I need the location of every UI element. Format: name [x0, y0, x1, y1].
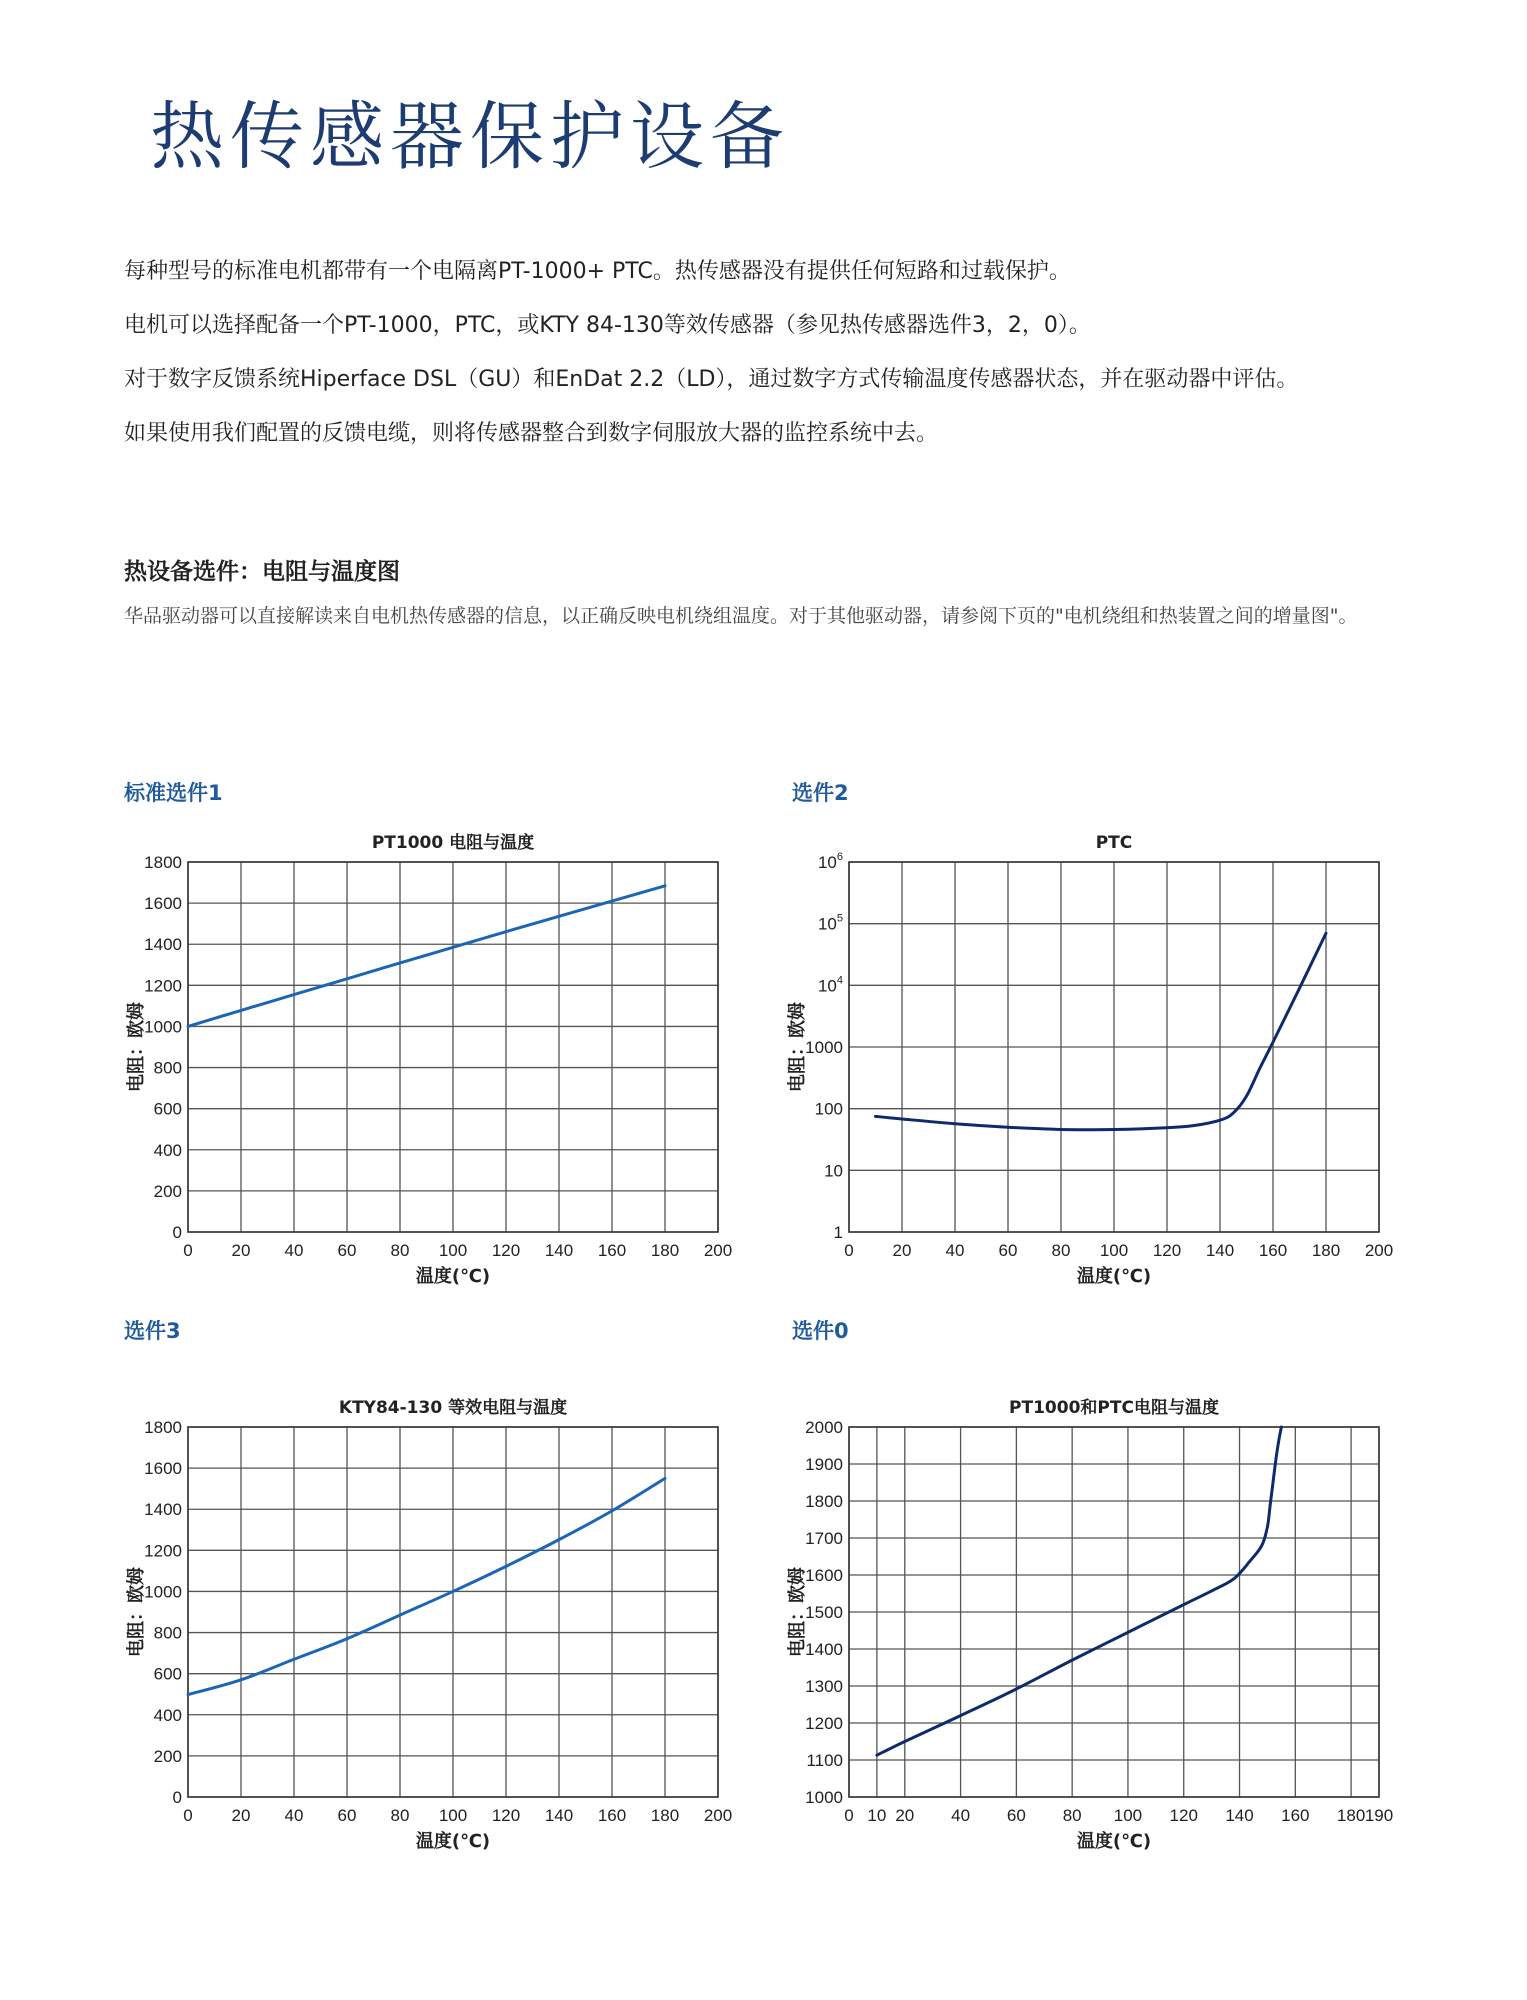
option-label-2: 选件2: [792, 781, 849, 805]
series-line: [188, 886, 665, 1027]
chart-pt1000: [124, 820, 754, 1290]
series-line: [188, 1478, 665, 1694]
chart-title: PTC: [1095, 833, 1133, 853]
x-tick-label: 140: [544, 1241, 574, 1260]
x-tick-label: 160: [1258, 1241, 1288, 1260]
x-axis-label: 温度(℃): [1076, 1266, 1152, 1287]
chart-title: PT1000 电阻与温度: [371, 833, 535, 853]
x-tick-label: 180: [650, 1241, 680, 1260]
y-tick-label: 1700: [805, 1529, 843, 1548]
x-tick-label: 190: [1364, 1806, 1394, 1825]
y-tick-label: 200: [153, 1181, 182, 1201]
x-axis-label: 温度(℃): [415, 1831, 491, 1852]
x-tick-label: 180: [1311, 1241, 1341, 1260]
y-tick-label: 2000: [805, 1418, 843, 1437]
x-tick-label: 160: [1281, 1806, 1310, 1825]
section-description: 华品驱动器可以直接解读来自电机热传感器的信息，以正确反映电机绕组温度。对于其他驱动器，请参阅下页的"电机绕组和热装置之间的增量图"。: [124, 605, 1358, 627]
intro-paragraph: 对于数字反馈系统Hiperface DSL（GU）和EnDat 2.2（LD），通过数字方式传输温度传感器状态，并在驱动器中评估。: [124, 367, 1299, 392]
y-axis-label: 电阻：欧姆: [126, 1567, 147, 1657]
y-tick-label: 1600: [144, 894, 182, 914]
y-tick-label: 1800: [144, 1418, 182, 1437]
option-label-3: 选件3: [124, 1319, 181, 1343]
x-tick-label: 120: [1169, 1806, 1198, 1825]
y-tick-label: 800: [153, 1623, 182, 1643]
y-tick-label: 400: [153, 1140, 182, 1160]
y-tick-label: $10^5$: [817, 912, 843, 934]
x-tick-label: 120: [491, 1241, 521, 1260]
x-tick-label: 120: [1152, 1241, 1182, 1260]
x-tick-label: 60: [337, 1806, 357, 1825]
y-tick-label: 200: [153, 1746, 182, 1766]
y-axis-label: 电阻：欧姆: [787, 1002, 808, 1092]
y-tick-label: 10: [824, 1161, 843, 1181]
intro-paragraph: 电机可以选择配备一个PT-1000，PTC，或KTY 84-130等效传感器（参见热传感器选件3，2，0）。: [124, 313, 1091, 338]
y-tick-label: 1400: [805, 1640, 843, 1659]
y-tick-label: 600: [153, 1664, 182, 1684]
y-tick-label: 1900: [805, 1455, 843, 1474]
x-tick-label: 20: [231, 1806, 251, 1825]
y-tick-label: 1000: [144, 1017, 182, 1037]
page-title: 热传感器保护设备: [150, 94, 790, 180]
y-tick-label: 1200: [805, 1714, 843, 1733]
y-tick-label: 400: [153, 1705, 182, 1725]
chart-title: KTY84-130 等效电阻与温度: [338, 1398, 568, 1418]
y-tick-label: 1000: [144, 1582, 182, 1602]
chart-ptc: [786, 820, 1416, 1290]
y-tick-label: 1600: [144, 1459, 182, 1479]
x-tick-label: 140: [1225, 1806, 1254, 1825]
x-tick-label: 20: [895, 1806, 915, 1825]
x-tick-label: 140: [544, 1806, 574, 1825]
x-tick-label: 0: [844, 1806, 854, 1825]
x-tick-label: 20: [892, 1241, 912, 1260]
y-tick-label: 1100: [806, 1751, 843, 1770]
option-label-0: 选件0: [792, 1319, 849, 1343]
chart-grid: [849, 862, 1379, 1232]
y-tick-label: 1300: [805, 1677, 843, 1696]
y-tick-label: 1600: [805, 1566, 843, 1585]
x-tick-label: 80: [390, 1241, 410, 1260]
x-tick-label: 100: [438, 1241, 468, 1260]
series-line: [876, 933, 1327, 1129]
x-tick-label: 40: [284, 1241, 304, 1260]
y-tick-label: 1400: [144, 935, 182, 955]
intro-paragraph: 每种型号的标准电机都带有一个电隔离PT-1000+ PTC。热传感器没有提供任何短路和过载保护。: [124, 259, 1071, 284]
y-tick-label: 1200: [144, 976, 182, 996]
x-tick-label: 20: [231, 1241, 251, 1260]
x-tick-label: 80: [1051, 1241, 1071, 1260]
x-tick-label: 0: [183, 1806, 193, 1825]
section-heading: 热设备选件：电阻与温度图: [124, 559, 400, 585]
y-tick-label: 600: [153, 1099, 182, 1119]
x-tick-label: 60: [337, 1241, 357, 1260]
x-tick-label: 100: [1113, 1806, 1143, 1825]
y-tick-label: 1000: [805, 1038, 843, 1057]
x-axis-label: 温度(℃): [415, 1266, 491, 1287]
x-tick-label: 80: [390, 1806, 410, 1825]
x-tick-label: 60: [1006, 1806, 1026, 1825]
x-tick-label: 40: [945, 1241, 965, 1260]
y-tick-label: 0: [172, 1788, 182, 1807]
x-tick-label: 200: [703, 1241, 733, 1260]
y-tick-label: 800: [153, 1058, 182, 1078]
intro-paragraph: 如果使用我们配置的反馈电缆，则将传感器整合到数字伺服放大器的监控系统中去。: [124, 421, 939, 446]
series-line: [877, 1427, 1281, 1755]
y-tick-label: 0: [172, 1223, 182, 1242]
x-tick-label: 200: [703, 1806, 733, 1825]
chart-kty84: [124, 1385, 754, 1855]
y-tick-label: 1: [833, 1223, 843, 1242]
y-tick-label: 1000: [805, 1788, 843, 1807]
x-tick-label: 160: [597, 1806, 627, 1825]
x-tick-label: 0: [183, 1241, 193, 1260]
chart-grid: [188, 862, 718, 1232]
chart-title: PT1000和PTC电阻与温度: [1009, 1398, 1219, 1418]
x-tick-label: 180: [1336, 1806, 1366, 1825]
x-tick-label: 0: [844, 1241, 854, 1260]
x-tick-label: 100: [438, 1806, 468, 1825]
y-tick-label: 1400: [144, 1500, 182, 1520]
x-tick-label: 140: [1205, 1241, 1235, 1260]
y-axis-label: 电阻：欧姆: [787, 1567, 808, 1657]
x-tick-label: 40: [951, 1806, 971, 1825]
x-tick-label: 180: [650, 1806, 680, 1825]
option-label-1: 标准选件1: [124, 781, 223, 805]
x-tick-label: 100: [1099, 1241, 1129, 1260]
x-axis-label: 温度(℃): [1076, 1831, 1152, 1852]
x-tick-label: 60: [998, 1241, 1018, 1260]
chart-grid: [849, 1427, 1379, 1797]
x-tick-label: 160: [597, 1241, 627, 1260]
y-axis-label: 电阻：欧姆: [126, 1002, 147, 1092]
x-tick-label: 80: [1062, 1806, 1082, 1825]
y-tick-label: 100: [814, 1099, 843, 1119]
chart-grid: [188, 1427, 718, 1797]
y-tick-label: 1500: [805, 1603, 843, 1622]
x-tick-label: 40: [284, 1806, 304, 1825]
y-tick-label: 1800: [144, 853, 182, 872]
intro-text: [124, 255, 1414, 471]
chart-pt1000-ptc: [786, 1385, 1416, 1855]
x-tick-label: 10: [867, 1806, 887, 1825]
x-tick-label: 200: [1364, 1241, 1394, 1260]
y-tick-label: $10^6$: [817, 851, 843, 872]
y-tick-label: 1800: [805, 1492, 843, 1511]
y-tick-label: 1200: [144, 1541, 182, 1561]
y-tick-label: $10^4$: [817, 974, 843, 996]
x-tick-label: 120: [491, 1806, 521, 1825]
